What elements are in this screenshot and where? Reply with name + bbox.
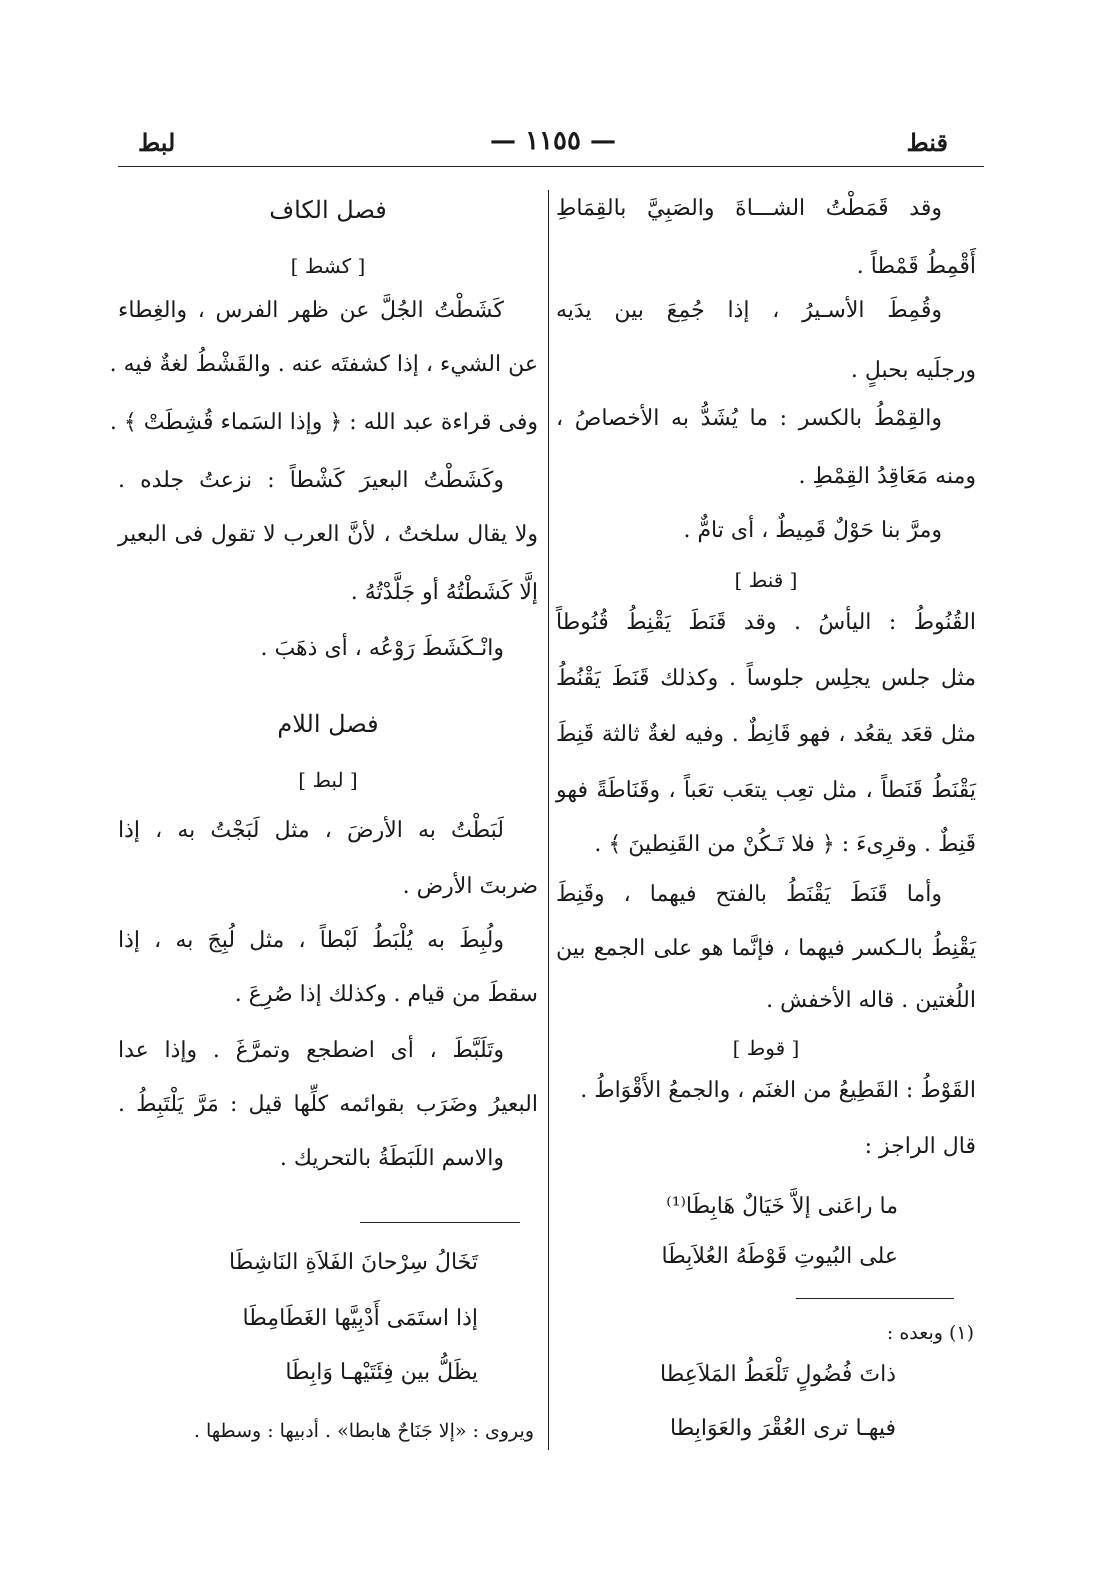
verse-separator <box>360 1222 520 1223</box>
entry-heading-kšt: [ كشط ] <box>290 254 366 278</box>
text-line: ولا يقال سلختُ ، لأنَّ العرب لا تقول فى البعير <box>118 522 538 547</box>
text-line: اللُغتين . قاله الأخفش . <box>766 988 976 1013</box>
text-line: وقد قَمَطْتُ الشـــاةَ والصَبِيَّ بالقِمَاطِ <box>556 196 942 221</box>
column-divider <box>548 190 549 1450</box>
page-number: — ١١٥٥ — <box>490 126 616 156</box>
text-line: ورجلَيه بحبلٍ . <box>850 358 976 383</box>
text-line: أَقْمِطُ قَمْطاً . <box>856 254 976 279</box>
text-line: ومرَّ بنا حَوْلٌ قَمِيطٌ ، أى تامٌّ . <box>683 518 942 543</box>
entry-heading-lbt: [ لبط ] <box>298 768 358 792</box>
footnote-verse: ذاتَ فُضُولٍ تَلْعَطُ المَلاَعِطا <box>660 1362 896 1387</box>
header-rule <box>118 166 984 167</box>
section-heading-lam: فصل اللام <box>277 710 379 738</box>
entry-heading-qnt: [ قنط ] <box>734 568 798 592</box>
verse-note: ويروى : «إلا جَنَاحٌ هابطا» . أدبيها : وسطها . <box>193 1420 534 1442</box>
text-line: القَوْطُ : القَطِيعُ من الغنَم ، والجمعُ الأَقْوَاطُ . <box>580 1078 976 1103</box>
text-line: كَشَطْتُ الجُلَّ عن ظهر الفرس ، والغِطاء <box>118 298 504 323</box>
entry-heading-qwt: [ قوط ] <box>732 1036 800 1060</box>
text-line: ومنه مَعَاقِدُ القِمْطِ . <box>798 464 976 489</box>
text-line: ضربتَ الأرض . <box>402 874 538 899</box>
section-heading-kaf: فصل الكاف <box>269 196 387 224</box>
text-line: لَبَطْتُ به الأرضَ ، مثل لَبَجْتُ به ، إذا <box>118 818 504 843</box>
text-line: مثل جلس يجلِس جلوساً . وكذلك قَنَطَ يَقْنُطُ <box>556 666 976 691</box>
header-right-keyword: قنط <box>906 128 948 157</box>
verse-line: تَخَالُ سِرْحانَ الفَلاَةِ النَاشِطَا <box>229 1250 478 1275</box>
text-line: مثل قعَد يقعُد ، فهو قَانِطٌ . وفيه لغةٌ ثالثة قَنِطَ <box>556 722 976 747</box>
text-line: قَنِطٌ . وقرِىءَ : ﴿ فلا تَـكُنْ من القَنِطينَ ﴾ . <box>594 832 976 857</box>
text-line: وتَلَبَّطَ ، أى اضطجع وتمرَّغَ . وإذا عدا <box>118 1038 504 1063</box>
text-line: عن الشيء ، إذا كشفتَه عنه . والقَشْطُ لغةٌ فيه . <box>109 352 538 377</box>
text-line: يَقْنَطُ قَنَطاً ، مثل تعِب يتعَب تعَباً ، وقَنَاطَةً فهو <box>556 778 976 803</box>
footnote-verse: فيهـا ترى العُقْرَ والعَوَابِطا <box>669 1416 896 1441</box>
text-line: سقطَ من قيام . وكذلك إذا صُرِعَ . <box>234 982 538 1007</box>
text-line: والقِمْطُ بالكسر : ما يُشَدُّ به الأخصاصُ ، <box>556 406 942 431</box>
verse-line: على البُيوتِ قَوْطَهُ العُلاَبِطَا <box>661 1244 898 1269</box>
header-left-keyword: لبط <box>138 128 176 157</box>
text-line: القُنُوطُ : اليأسُ . وقد قَنَطَ يَقْنِطُ قُنُوطاً <box>556 610 976 635</box>
text-line: يَقْنِطُ بالـكسر فيهما ، فإنَّما هو على الجمع بين <box>556 936 976 961</box>
text-line: قال الراجز : <box>864 1134 976 1159</box>
text-line: وفى قراءة عبد الله : ﴿ وإذا السَماء قُشِطَتْ ﴾ . <box>109 410 538 435</box>
text-line: وكَشَطْتُ البعيرَ كَشْطاً : نزعتُ جلده . <box>118 468 504 493</box>
text-line: إلَّا كَشَطْتُهُ أو جَلَّدْتُهُ . <box>350 580 538 605</box>
text-line: والاسم اللَبَطَةُ بالتحريك . <box>279 1146 504 1171</box>
text-line: وانْـكَشَطَ رَوْعُه ، أى ذهَبَ . <box>260 636 504 661</box>
footnote-separator <box>796 1298 954 1299</box>
text-line: وأما قَنَطَ يَقْنَطُ بالفتح فيهما ، وقَنِطَ <box>556 882 942 907</box>
verse-line: يظَلُّ بين فِئَتَيْهـا وَابِطَا <box>285 1360 478 1385</box>
verse-line: إذا استَمَى أَدْبِيَّها الغَطَامِطَا <box>242 1306 478 1331</box>
footnote-label: (١) وبعده : <box>886 1322 974 1344</box>
verse-line: ما راعَنى إلاَّ خَيَالٌ هَابِطَا⁽¹⁾ <box>666 1194 898 1219</box>
text-line: ولُبِطَ به يُلْبَطُ لَبْطاً ، مثل لُبِجَ به ، إذا <box>118 928 504 953</box>
text-line: وقُمِطَ الأسـيرُ ، إذا جُمِعَ بين يدَيه <box>556 298 942 323</box>
text-line: البعيرُ وضَرَب بقوائمه كلِّها قيل : مَرَّ يَلْتَبِطُ . <box>118 1092 538 1117</box>
